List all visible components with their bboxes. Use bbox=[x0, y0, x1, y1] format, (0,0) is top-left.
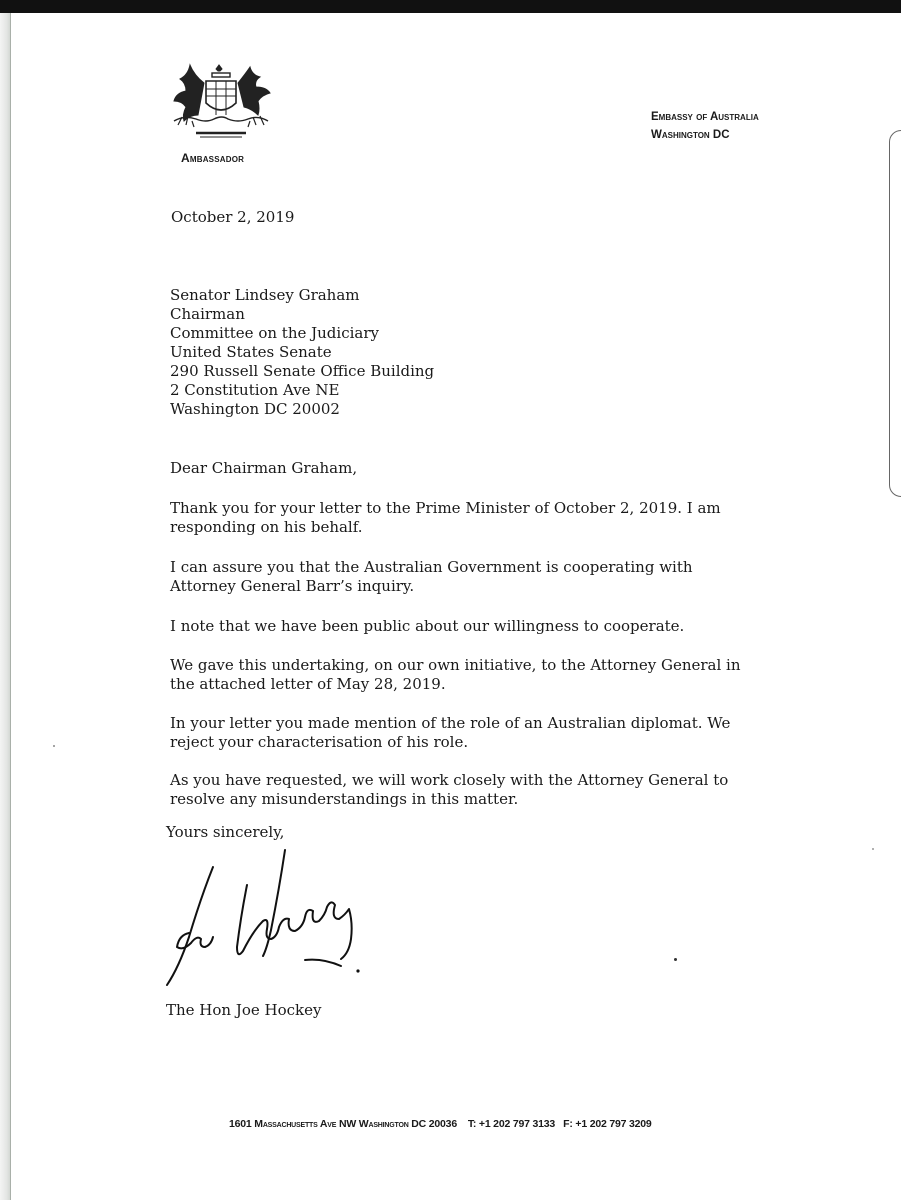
coat-of-arms-icon bbox=[166, 63, 276, 143]
embassy-city: Washington DC bbox=[651, 129, 730, 141]
footer-contact bbox=[229, 1118, 652, 1130]
speck bbox=[674, 958, 677, 961]
address-line: Washington DC 20002 bbox=[170, 400, 340, 418]
footer-fax: F: +1 202 797 3209 bbox=[563, 1118, 652, 1130]
paragraph bbox=[170, 558, 770, 596]
paragraph-line: As you have requested, we will work closely with the Attorney General to bbox=[170, 771, 729, 789]
paragraph-line: responding on his behalf. bbox=[170, 518, 363, 536]
recipient-address bbox=[170, 286, 434, 419]
footer-address: 1601 Massachusetts Ave NW Washington DC 20036 bbox=[229, 1118, 457, 1130]
speck bbox=[53, 745, 55, 747]
paragraph-line: the attached letter of May 28, 2019. bbox=[170, 675, 446, 693]
closing: Yours sincerely, bbox=[166, 823, 285, 841]
signature-icon bbox=[155, 845, 365, 995]
paragraph bbox=[170, 656, 770, 694]
address-line: Committee on the Judiciary bbox=[170, 324, 379, 342]
speck bbox=[872, 848, 874, 850]
paragraph bbox=[170, 499, 770, 537]
embassy-name: Embassy of Australia bbox=[651, 111, 759, 123]
address-line: 290 Russell Senate Office Building bbox=[170, 362, 435, 380]
paragraph-line: I note that we have been public about our willingness to cooperate. bbox=[170, 617, 685, 635]
paragraph-line: Attorney General Barr’s inquiry. bbox=[170, 577, 415, 595]
left-page-edge bbox=[0, 13, 11, 1200]
footer-telephone: T: +1 202 797 3133 bbox=[467, 1118, 556, 1130]
address-line: 2 Constitution Ave NE bbox=[170, 381, 340, 399]
signatory-name: The Hon Joe Hockey bbox=[166, 1001, 322, 1019]
paragraph bbox=[170, 714, 770, 752]
paragraph bbox=[170, 617, 770, 636]
paragraph-line: In your letter you made mention of the role of an Australian diplomat. We bbox=[170, 714, 731, 732]
address-line: United States Senate bbox=[170, 343, 332, 361]
address-line: Senator Lindsey Graham bbox=[170, 286, 360, 304]
letter-date: October 2, 2019 bbox=[171, 208, 295, 226]
right-page-flap bbox=[889, 130, 901, 497]
top-bar bbox=[0, 0, 901, 13]
address-line: Chairman bbox=[170, 305, 245, 323]
sender-title: Ambassador bbox=[181, 151, 245, 165]
paragraph bbox=[170, 771, 770, 809]
paragraph-line: We gave this undertaking, on our own initiative, to the Attorney General in bbox=[170, 656, 741, 674]
paragraph-line: reject your characterisation of his role. bbox=[170, 733, 469, 751]
paragraph-line: Thank you for your letter to the Prime Minister of October 2, 2019. I am bbox=[170, 499, 721, 517]
embassy-address bbox=[651, 108, 759, 144]
paragraph-line: I can assure you that the Australian Government is cooperating with bbox=[170, 558, 693, 576]
paragraph-line: resolve any misunderstandings in this matter. bbox=[170, 790, 519, 808]
salutation: Dear Chairman Graham, bbox=[170, 459, 358, 477]
